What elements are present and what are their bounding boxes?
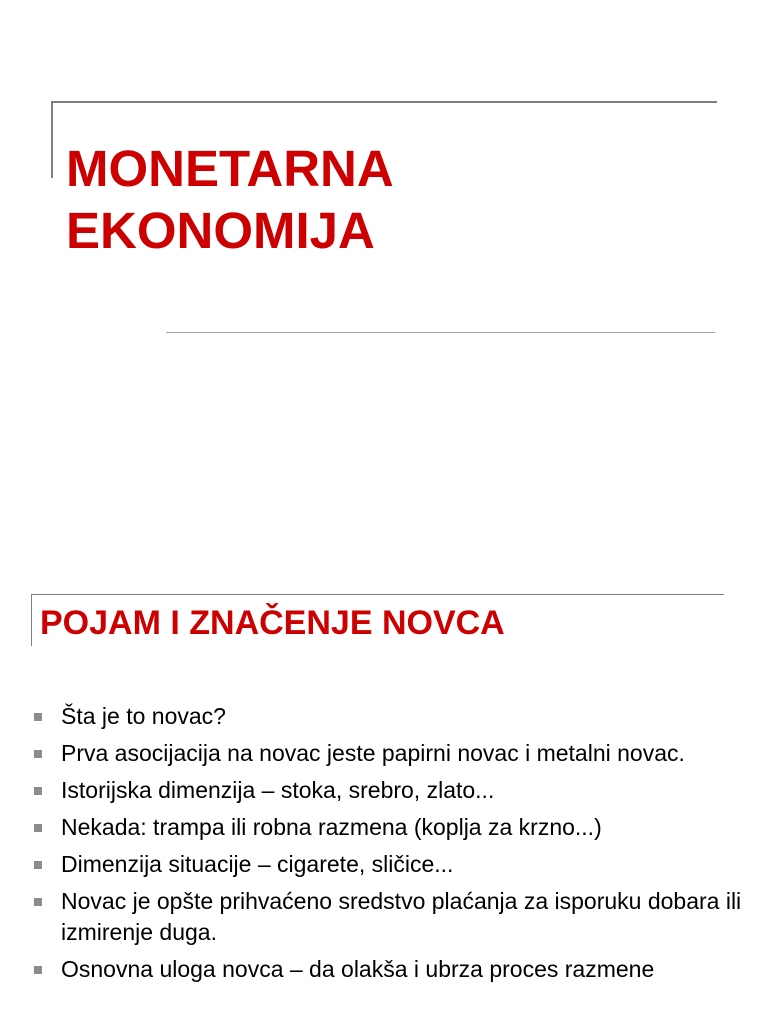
bullet-item: [34, 775, 744, 806]
presentation-title: [66, 138, 394, 262]
bullet-item: [34, 701, 744, 732]
content-slide: [0, 576, 768, 1024]
presentation-title-line-1: MONETARNA: [66, 140, 394, 197]
square-bullet-icon: [34, 966, 42, 974]
bullet-text: Nekada: trampa ili robna razmena (koplja za krzno...): [61, 814, 602, 840]
title-frame-top-line: [51, 101, 717, 103]
square-bullet-icon: [34, 898, 42, 906]
square-bullet-icon: [34, 861, 42, 869]
square-bullet-icon: [34, 824, 42, 832]
bullet-text: Osnovna uloga novca – da olakša i ubrza proces razmene: [61, 956, 655, 982]
section-frame-left-line: [31, 594, 32, 646]
title-frame-left-line: [51, 101, 53, 178]
bullet-text: Dimenzija situacije – cigarete, sličice...: [61, 851, 454, 877]
bullet-text: Novac je opšte prihvaćeno sredstvo plaćanja za isporuku dobara ili izmirenje duga.: [61, 888, 742, 945]
presentation-title-line-2: EKONOMIJA: [66, 202, 375, 259]
bullet-item: [34, 954, 744, 985]
bullet-text: Prva asocijacija na novac jeste papirni novac i metalni novac.: [61, 740, 685, 766]
square-bullet-icon: [34, 750, 42, 758]
bullet-item: [34, 812, 744, 843]
section-title: POJAM I ZNAČENJE NOVCA: [40, 604, 505, 642]
bullet-item: [34, 738, 744, 769]
bullet-list: [34, 701, 744, 991]
bullet-item: [34, 849, 744, 880]
square-bullet-icon: [34, 713, 42, 721]
bullet-text: Šta je to novac?: [61, 703, 226, 729]
square-bullet-icon: [34, 787, 42, 795]
bullet-item: [34, 886, 744, 948]
section-frame-top-line: [31, 594, 724, 595]
bullet-text: Istorijska dimenzija – stoka, srebro, zlato...: [61, 777, 495, 803]
title-divider: [166, 332, 715, 333]
